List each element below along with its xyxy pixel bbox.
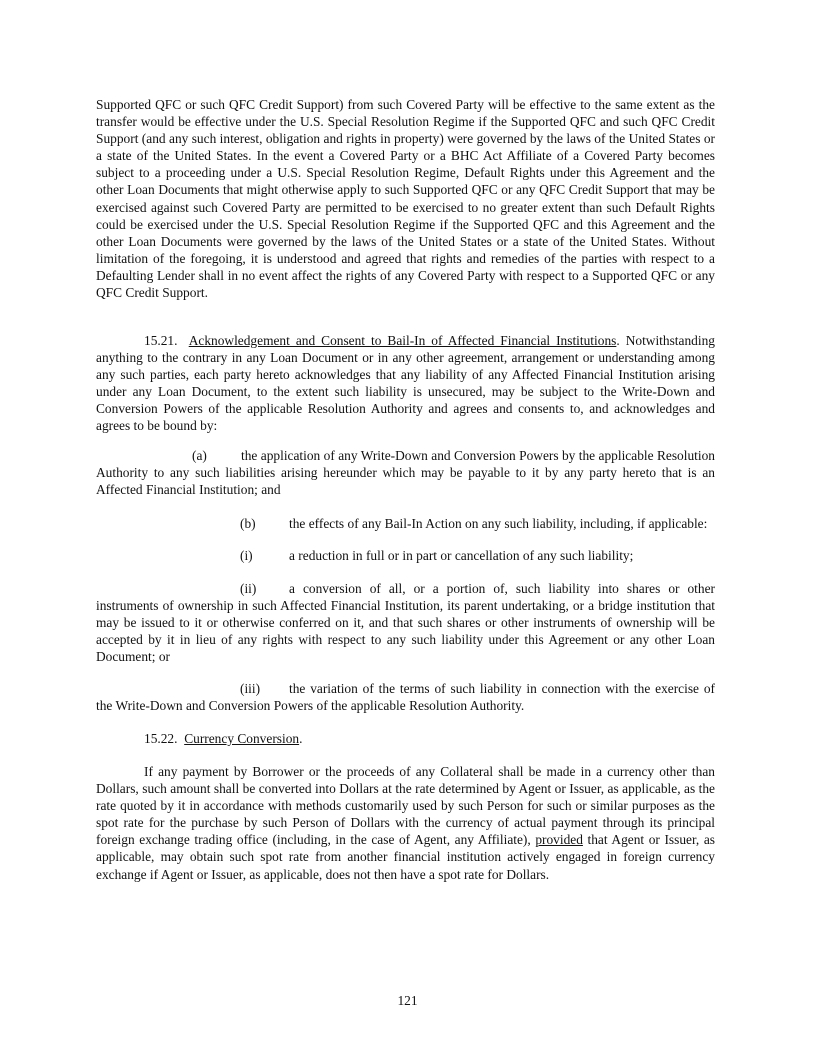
section-15-22-heading-period: . <box>299 731 303 746</box>
carryover-paragraph: Supported QFC or such QFC Credit Support) from such Covered Party will be effective to the same extent as the transfer would be effective under the U.S. Special Resolution Regime if the Supported QFC and such QFC Credit Support (and any such interest, obligation and rights in property) were governed by the laws of the United States or a state of the United States. In the event a Covered Party or a BHC Act Affiliate of a Covered Party becomes subject to a proceeding under a U.S. Special Resolution Regime, Default Rights under this Agreement and the other Loan Documents that might otherwise apply to such Supported QFC or any QFC Credit Support that may be exercised against such Covered Party are permitted to be exercised to no greater extent than such Default Rights could be exercised under the U.S. Special Resolution Regime if the Supported QFC and this Agreement and the other Loan Documents were governed by the laws of the United States or a state of the United States. Without limitation of the foregoing, it is understood and agreed that rights and remedies of the parties with respect to a Defaulting Lender shall in no event affect the rights of any Covered Party with respect to a Supported QFC or any QFC Credit Support. <box>96 97 715 301</box>
section-15-22-body <box>96 763 715 883</box>
clause-b <box>96 515 715 532</box>
clause-a <box>96 447 715 498</box>
clause-a-label: (a) <box>192 448 207 463</box>
clause-ii-text: a conversion of all, or a portion of, such liability into shares or other instruments of ownership in such Affected Financial Institution, its parent undertaking, or a bridge institution that may be issued to it or otherwise conferred on it, and that such shares or other instruments of ownership will be accepted by it in lieu of any rights with respect to any such liability under this Agreement or any other Loan Document; or <box>96 581 715 665</box>
clause-b-text: the effects of any Bail-In Action on any such liability, including, if applicable: <box>289 516 708 531</box>
section-15-22-heading: Currency Conversion <box>184 731 300 746</box>
section-15-21-body: Notwithstanding anything to the contrary in any Loan Document or in any other agreement, arrangement or understanding among any such parties, each party hereto acknowledges that any liability of any Affected Financial Institution arising under any Loan Document, to the extent such liability is unsecured, may be subject to the Write-Down and Conversion Powers of the applicable Resolution Authority and agrees and consents to, and acknowledges and agrees to be bound by: <box>96 333 715 434</box>
section-15-22-body-part2: that Agent or Issuer, as applicable, may obtain such spot rate from another financial institution actively engaged in foreign currency exchange if Agent or Issuer, as applicable, does not then have a spot rate for Dollars. <box>96 832 715 882</box>
clause-a-text: the application of any Write-Down and Conversion Powers by the applicable Resolution Authority to any such liabilities arising hereunder which may be payable to it by any party hereto that is an Affected Financial Institution; and <box>96 448 715 498</box>
section-15-22-body-part1: If any payment by Borrower or the proceeds of any Collateral shall be made in a currency other than Dollars, such amount shall be converted into Dollars at the rate determined by Agent or Issuer, as applicable, as the rate quoted by it in accordance with methods customarily used by such Person for such or similar purposes as the spot rate for the purchase by such Person of Dollars with the currency of actual payment through its principal foreign exchange trading office (including, in the case of Agent, any Affiliate), <box>96 764 715 848</box>
section-15-22-number: 15.22. <box>144 731 178 746</box>
section-15-21-heading: Acknowledgement and Consent to Bail-In of Affected Financial Institutions <box>188 333 617 348</box>
clause-iii-text: the variation of the terms of such liability in connection with the exercise of the Write-Down and Conversion Powers of the applicable Resolution Authority. <box>96 681 715 714</box>
clause-iii-label: (iii) <box>240 681 261 696</box>
section-15-21-heading-period: . <box>616 333 620 348</box>
section-15-21-paragraph <box>96 332 715 435</box>
clause-i-text: a reduction in full or in part or cancellation of any such liability; <box>289 548 634 563</box>
section-15-21-number: 15.21. <box>144 333 178 348</box>
clause-iii <box>96 680 715 714</box>
page-number: 121 <box>397 993 418 1008</box>
clause-ii <box>96 580 715 665</box>
section-15-22-heading-line <box>96 730 715 747</box>
clause-ii-label: (ii) <box>240 581 257 596</box>
clause-b-label: (b) <box>240 516 256 531</box>
clause-i <box>96 547 715 564</box>
provided-term: provided <box>535 832 583 848</box>
clause-i-label: (i) <box>240 548 253 563</box>
